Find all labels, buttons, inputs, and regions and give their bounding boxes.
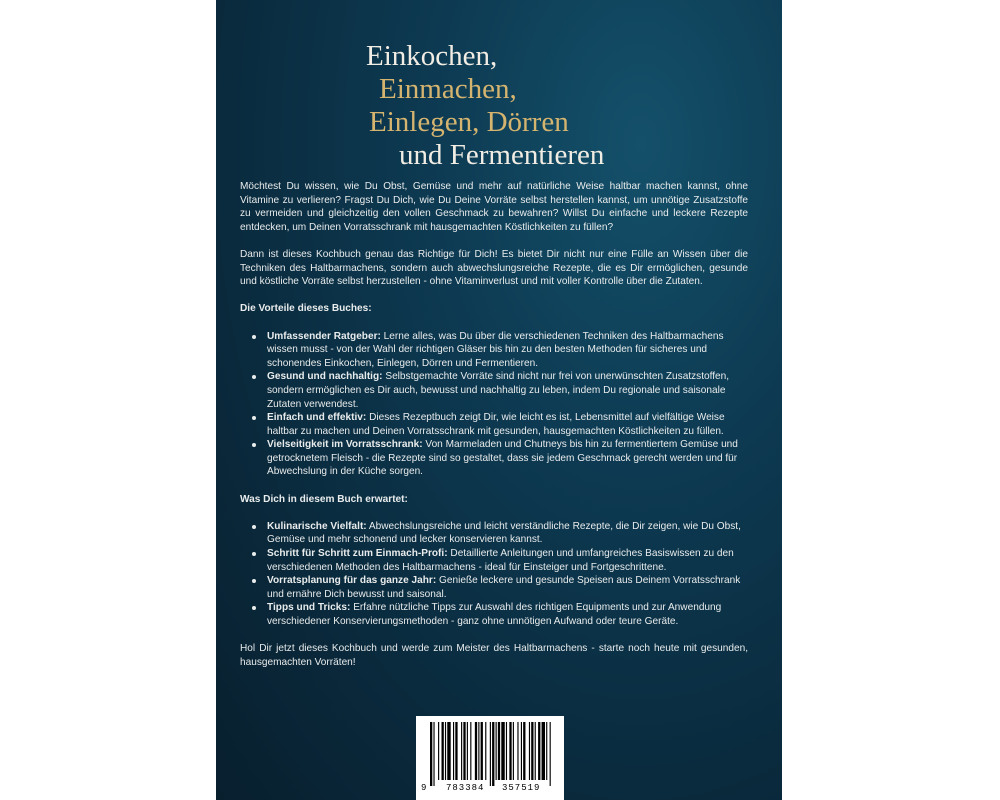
barcode-bar — [438, 722, 439, 780]
title-line-2: Einmachen, — [379, 73, 517, 105]
barcode-bar — [506, 722, 507, 780]
list-item — [267, 601, 748, 628]
benefits-heading: Die Vorteile dieses Buches: — [240, 303, 372, 315]
list-item-label: Kulinarische Vielfalt: — [267, 520, 367, 532]
barcode-bar — [481, 722, 483, 780]
closing-paragraph: Hol Dir jetzt dieses Kochbuch und werde zum Meister des Haltbarmachens - starte noch heute mit gesunden, hausgemachten Vorräten! — [240, 643, 748, 668]
list-item-text: Selbstgemachte Vorräte sind nicht nur frei von unerwünschten Zusatzstoffen, sondern ermöglichen es Dir auch, bewusst und nachhaltig zu leben, indem Du regionale und saisonale Zutaten verwendest. — [267, 371, 730, 410]
barcode-bar — [478, 722, 479, 780]
benefits-list — [240, 330, 748, 480]
expect-list — [240, 520, 748, 629]
barcode-bar — [501, 722, 504, 780]
title-line-4: und Fermentieren — [399, 139, 605, 171]
barcode-bar — [498, 722, 500, 780]
blurb-text — [240, 180, 748, 683]
barcode-bar — [430, 722, 432, 786]
list-item — [267, 438, 748, 479]
list-item-text: Erfahre nützliche Tipps zur Auswahl des richtigen Equipments und zur Anwendung verschiedener Konservierungsmethoden - ganz ohne unnötigen Aufwand oder teure Geräte. — [267, 602, 722, 627]
list-item-label: Vielseitigkeit im Vorratsschrank: — [267, 439, 423, 451]
list-item-text: Dieses Rezeptbuch zeigt Dir, wie leicht es ist, Lebensmittel auf vielfältige Weise haltbar zu machen und Deinen Vorratsschrank mit gesunden, hausgemachten Köstlichkeiten zu füllen. — [267, 412, 725, 437]
barcode-bar — [475, 722, 477, 780]
barcode-bar — [546, 722, 547, 780]
list-item-label: Einfach und effektiv: — [267, 412, 367, 424]
barcode-bar — [447, 722, 450, 780]
barcode-bar — [531, 722, 533, 780]
barcode-bar — [467, 722, 468, 780]
title-line-1: Einkochen, — [366, 40, 498, 72]
list-item — [267, 547, 748, 574]
barcode-bar — [523, 722, 525, 780]
barcode-bar — [542, 722, 545, 780]
book-back-cover — [216, 0, 782, 800]
barcode-bar — [492, 722, 494, 786]
list-item-text: Lerne alles, was Du über die verschiedenen Techniken des Haltbarmachens wissen musst - von der Wahl der richtigen Gläser bis hin zu den besten Methoden für sicheres und schonendes Einkochen, Einlegen, Dörren und Fermentieren. — [267, 330, 724, 369]
list-item — [267, 574, 748, 601]
barcode-bar — [455, 722, 457, 780]
barcode-numbers — [416, 783, 564, 797]
list-item-label: Vorratsplanung für das ganze Jahr: — [267, 575, 437, 587]
list-item-label: Schritt für Schritt zum Einmach-Profi: — [267, 548, 448, 560]
barcode-digit-first: 9 — [421, 783, 427, 793]
barcode-bar — [442, 722, 444, 780]
cover-title — [216, 40, 782, 172]
title-line-3: Einlegen, Dörren — [369, 106, 569, 138]
list-item-text: Detaillierte Anleitungen und umfangreiches Basiswissen zu den verschiedenen Methoden des Haltbarmachens - ideal für Einsteiger und Fortgeschrittene. — [267, 548, 734, 573]
list-item — [267, 370, 748, 411]
isbn-barcode — [416, 716, 564, 800]
list-item-text: Abwechslungsreiche und leicht verständliche Rezepte, die Dir zeigen, wie Du Obst, Gemüse und mehr schonend und lecker konservieren kannst. — [267, 520, 741, 546]
intro-paragraph-2: Dann ist dieses Kochbuch genau das Richtige für Dich! Es bietet Dir nicht nur eine Fülle an Wissen über die Techniken des Haltbarmachens, sondern auch abwechslungsreiche Rezepte, die es Dir ermöglichen, gesunde und köstliche Vorräte selbst herzustellen - ohne Vitaminverlust und mit voller Kontrolle über die Zutaten. — [240, 248, 748, 288]
list-item-label: Tipps und Tricks: — [267, 602, 351, 614]
barcode-bar — [453, 722, 454, 780]
barcode-bar — [509, 722, 511, 780]
barcode-bar — [463, 722, 465, 780]
barcode-bar — [550, 722, 551, 786]
barcode-bar — [470, 722, 471, 780]
intro-paragraph-1: Möchtest Du wissen, wie Du Obst, Gemüse und mehr auf natürliche Weise haltbar machen kannst, ohne Vitamine zu verlieren? Fragst Du Dich, wie Du Deine Vorräte selbst herstellen kannst, um unnötige Zusatzstoffe zu vermeiden und gleichzeitig den vollen Geschmack zu bewahren? Willst Du einfache und leckere Rezepte entdecken, um Deinen Vorratsschrank mit hausgemachten Köstlichkeiten zu füllen? — [240, 181, 748, 233]
barcode-bar — [496, 722, 497, 780]
barcode-bar — [445, 722, 446, 780]
list-item-text: Genieße leckere und gesunde Speisen aus Deinem Vorratsschrank und ernähre Dich bewusst und saisonal. — [267, 575, 741, 600]
barcode-bar — [535, 722, 536, 780]
barcode-bar — [517, 722, 518, 780]
barcode-group-right: 357519 — [502, 783, 541, 793]
barcode-bar — [538, 722, 540, 780]
barcode-bar — [521, 722, 522, 780]
barcode-bar — [433, 722, 434, 786]
barcode-group-left: 783384 — [446, 783, 485, 793]
barcode-bar — [513, 722, 514, 780]
list-item — [267, 520, 748, 547]
barcode-bar — [461, 722, 462, 780]
list-item — [267, 330, 748, 371]
list-item — [267, 411, 748, 438]
barcode-bar — [485, 722, 486, 780]
list-item-label: Gesund und nachhaltig: — [267, 371, 383, 383]
barcode-bar — [529, 722, 530, 780]
list-item-text: Von Marmeladen und Chutneys bis hin zu fermentiertem Gemüse und getrocknetem Fleisch - die Rezepte sind so gestaltet, dass sie jedem Geschmack gerecht werden und für Abwechslung in der Küche sorgen. — [267, 439, 738, 478]
list-item-label: Umfassender Ratgeber: — [267, 330, 381, 342]
barcode-bar — [490, 722, 491, 786]
expect-heading: Was Dich in diesem Buch erwartet: — [240, 493, 408, 505]
